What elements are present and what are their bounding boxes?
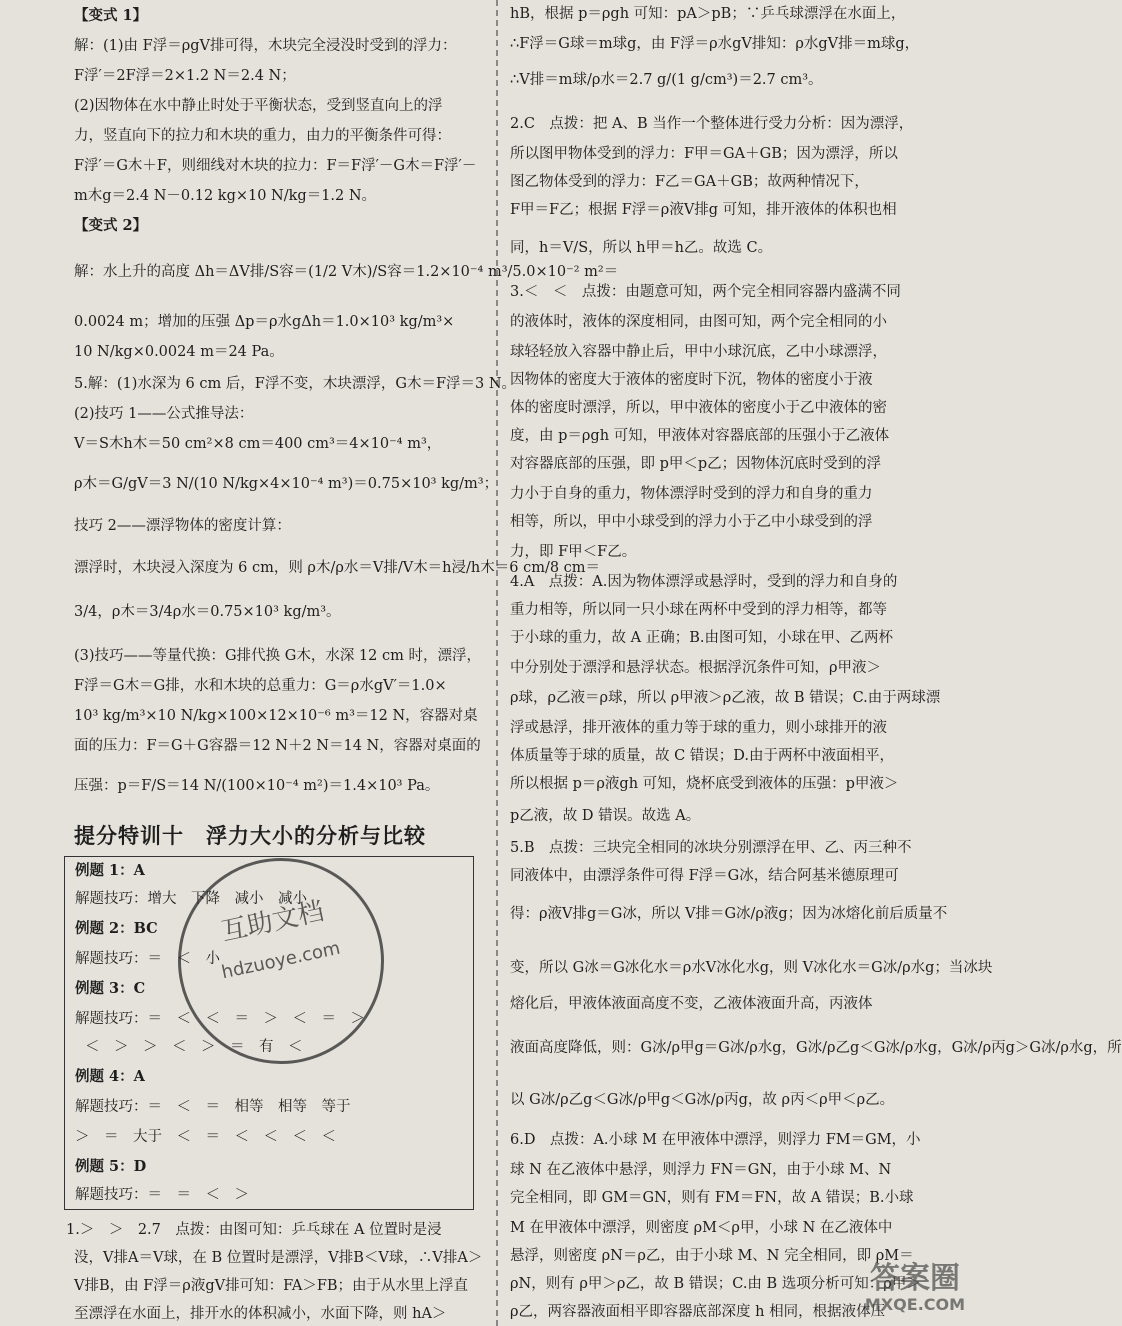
text-line: 所以根据 p＝ρ液gh 可知，烧杯底受到液体的压强：p甲液＞ bbox=[510, 776, 899, 792]
section-heading: 提分特训十 浮力大小的分析与比较 bbox=[74, 824, 426, 848]
text-line: ∴V排＝m球/ρ水＝2.7 g/(1 g/cm³)＝2.7 cm³。 bbox=[510, 72, 823, 88]
box-line: 例题 2：BC bbox=[75, 920, 158, 937]
text-line: 体的密度时漂浮，所以，甲中液体的密度小于乙中液体的密 bbox=[510, 400, 887, 416]
text-line: ρN，则有 ρ甲＞ρ乙，故 B 错误；C.由 B 选项分析可知：ρ甲＞ bbox=[510, 1276, 921, 1292]
text-line: 漂浮时，木块浸入深度为 6 cm，则 ρ木/ρ水＝V排/V木＝h浸/h木＝6 cm/8 cm＝ bbox=[74, 560, 601, 576]
text-line: 力，即 F甲＜F乙。 bbox=[510, 544, 637, 560]
text-line: ρ球，ρ乙液＝ρ球，所以 ρ甲液＞ρ乙液，故 B 错误；C.由于两球漂 bbox=[510, 690, 941, 706]
text-line: ρ乙，两容器液面相平即容器底部深度 h 相同，根据液体压 bbox=[510, 1304, 886, 1320]
text-line: 球 N 在乙液体中悬浮，则浮力 FN＝GN，由于小球 M、N bbox=[510, 1162, 892, 1178]
box-line: 例题 1：A bbox=[75, 862, 145, 879]
text-line: 完全相同，即 GM＝GN，则有 FM＝FN，故 A 错误；B.小球 bbox=[510, 1190, 914, 1206]
box-line: 例题 4：A bbox=[75, 1068, 145, 1085]
text-line: V＝S木h木＝50 cm²×8 cm＝400 cm³＝4×10⁻⁴ m³， bbox=[74, 436, 442, 452]
text-line: V排B，由 F浮＝ρ液gV排可知：FA＞FB；由于从水里上浮直 bbox=[74, 1278, 469, 1294]
text-line: 3.＜ ＜ 点拨：由题意可知，两个完全相同容器内盛满不同 bbox=[510, 284, 901, 300]
text-line: 变，所以 G冰＝G冰化水＝ρ水V冰化水g，则 V冰化水＝G冰/ρ水g；当冰块 bbox=[510, 960, 993, 976]
text-line: 10 N/kg×0.0024 m＝24 Pa。 bbox=[74, 344, 284, 360]
box-line: 解题技巧：＝ ＝ ＜ ＞ bbox=[75, 1187, 249, 1203]
text-line: 对容器底部的压强，即 p甲＜p乙；因物体沉底时受到的浮 bbox=[510, 456, 882, 472]
text-line: hB，根据 p＝ρgh 可知：pA＞pB；∵乒乓球漂浮在水面上， bbox=[510, 6, 906, 22]
text-line: (3)技巧——等量代换：G排代换 G木，水深 12 cm 时，漂浮， bbox=[74, 648, 481, 664]
text-line: 因物体的密度大于液体的密度时下沉，物体的密度小于液 bbox=[510, 372, 873, 388]
box-line: ＜ ＞ ＞ ＜ ＞ ＝ 有 ＜ bbox=[85, 1039, 303, 1055]
text-line: 重力相等，所以同一只小球在两杯中受到的浮力相等，都等 bbox=[510, 602, 887, 618]
text-line: 力，竖直向下的拉力和木块的重力，由力的平衡条件可得： bbox=[74, 128, 451, 144]
text-line: 的液体时，液体的深度相同，由图可知，两个完全相同的小 bbox=[510, 314, 887, 330]
text-line: 熔化后，甲液体液面高度不变，乙液体液面升高，丙液体 bbox=[510, 996, 873, 1012]
text-line: 相等，所以，甲中小球受到的浮力小于乙中小球受到的浮 bbox=[510, 514, 873, 530]
text-line: p乙液，故 D 错误。故选 A。 bbox=[510, 808, 701, 824]
text-line: 压强：p＝F/S＝14 N/(100×10⁻⁴ m²)＝1.4×10³ Pa。 bbox=[74, 778, 440, 794]
text-line: 10³ kg/m³×10 N/kg×100×12×10⁻⁶ m³＝12 N，容器对桌 bbox=[74, 708, 478, 724]
box-line: 解题技巧：增大 下降 减小 减小 bbox=[75, 891, 307, 907]
text-line: 5.B 点拨：三块完全相同的冰块分别漂浮在甲、乙、丙三种不 bbox=[510, 840, 912, 856]
box-line: 解题技巧：＝ ＜ ＝ 相等 相等 等于 bbox=[75, 1099, 351, 1115]
text-line: 所以图甲物体受到的浮力：F甲＝GA＋GB；因为漂浮，所以 bbox=[510, 146, 898, 162]
text-line: 中分别处于漂浮和悬浮状态。根据浮沉条件可知，ρ甲液＞ bbox=[510, 660, 882, 676]
box-line: 例题 3：C bbox=[75, 980, 146, 997]
text-line: 2.C 点拨：把 A、B 当作一个整体进行受力分析：因为漂浮， bbox=[510, 116, 914, 132]
text-line: 解：(1)由 F浮＝ρgV排可得，木块完全浸没时受到的浮力： bbox=[74, 38, 457, 54]
watermark-logo-icon: 答案圈 MXQE.COM bbox=[864, 1261, 966, 1314]
text-line: ∴F浮＝G球＝m球g，由 F浮＝ρ水gV排知：ρ水gV排＝m球g， bbox=[510, 36, 920, 52]
text-line: 体质量等于球的质量，故 C 错误；D.由于两杯中液面相平， bbox=[510, 748, 895, 764]
column-divider bbox=[496, 0, 498, 1326]
text-line: 球轻轻放入容器中静止后，甲中小球沉底，乙中小球漂浮， bbox=[510, 344, 887, 360]
text-line: 同，h＝V/S，所以 h甲＝h乙。故选 C。 bbox=[510, 240, 773, 256]
text-line: F浮′＝2F浮＝2×1.2 N＝2.4 N； bbox=[74, 68, 296, 84]
text-line: 浮或悬浮，排开液体的重力等于球的重力，则小球排开的液 bbox=[510, 720, 887, 736]
watermark-stamp-icon: 互助文档 hdzuoye.com bbox=[159, 839, 403, 1083]
box-line: 例题 5：D bbox=[75, 1158, 147, 1175]
text-line: 4.A 点拨：A.因为物体漂浮或悬浮时，受到的浮力和自身的 bbox=[510, 574, 898, 590]
text-line: 力小于自身的重力，物体漂浮时受到的浮力和自身的重力 bbox=[510, 486, 873, 502]
text-line: F浮′＝G木＋F，则细线对木块的拉力：F＝F浮′－G木＝F浮′－ bbox=[74, 158, 477, 174]
text-line: 解：水上升的高度 Δh＝ΔV排/S容＝(1/2 V木)/S容＝1.2×10⁻⁴ m³/5.0×10⁻² m²＝ bbox=[74, 264, 619, 280]
text-line: 6.D 点拨：A.小球 M 在甲液体中漂浮，则浮力 FM＝GM，小 bbox=[510, 1132, 921, 1148]
text-line: 至漂浮在水面上，排开水的体积减小，水面下降，则 hA＞ bbox=[74, 1306, 447, 1322]
text-line: m木g＝2.4 N－0.12 kg×10 N/kg＝1.2 N。 bbox=[74, 188, 377, 204]
text-line: 面的压力：F＝G＋G容器＝12 N＋2 N＝14 N，容器对桌面的 bbox=[74, 738, 481, 754]
text-line: 图乙物体受到的浮力：F乙＝GA＋GB；故两种情况下， bbox=[510, 174, 869, 190]
text-line: M 在甲液体中漂浮，则密度 ρM＜ρ甲，小球 N 在乙液体中 bbox=[510, 1220, 893, 1236]
text-line: ρ木＝G/gV＝3 N/(10 N/kg×4×10⁻⁴ m³)＝0.75×10³ kg/m³； bbox=[74, 476, 499, 492]
text-line: (2)技巧 1——公式推导法： bbox=[74, 406, 254, 422]
text-line: 得：ρ液V排g＝G冰，所以 V排＝G冰/ρ液g；因为冰熔化前后质量不 bbox=[510, 906, 948, 922]
box-line: 解题技巧：＝ ＜ 小 bbox=[75, 951, 220, 967]
text-line: 度，由 p＝ρgh 可知，甲液体对容器底部的压强小于乙液体 bbox=[510, 428, 890, 444]
text-line: 于小球的重力，故 A 正确；B.由图可知，小球在甲、乙两杯 bbox=[510, 630, 893, 646]
text-line: 5.解：(1)水深为 6 cm 后，F浮不变，木块漂浮，G木＝F浮＝3 N。 bbox=[74, 376, 517, 392]
text-line: 没，V排A＝V球，在 B 位置时是漂浮，V排B＜V球，∴V排A＞ bbox=[74, 1250, 483, 1266]
text-line: 【变式 2】 bbox=[74, 217, 148, 234]
text-line: 0.0024 m；增加的压强 Δp＝ρ水gΔh＝1.0×10³ kg/m³× bbox=[74, 314, 455, 330]
text-line: 以 G冰/ρ乙g＜G冰/ρ甲g＜G冰/ρ丙g，故 ρ丙＜ρ甲＜ρ乙。 bbox=[510, 1092, 895, 1108]
text-line: 技巧 2——漂浮物体的密度计算： bbox=[74, 518, 291, 534]
box-line: 解题技巧：＝ ＜ ＜ ＝ ＞ ＜ ＝ ＞ bbox=[75, 1011, 365, 1027]
text-line: 3/4，ρ木＝3/4ρ水＝0.75×10³ kg/m³。 bbox=[74, 604, 341, 620]
text-line: (2)因物体在水中静止时处于平衡状态，受到竖直向上的浮 bbox=[74, 98, 443, 114]
text-line: 【变式 1】 bbox=[74, 7, 148, 24]
text-line: 同液体中，由漂浮条件可得 F浮＝G冰，结合阿基米德原理可 bbox=[510, 868, 899, 884]
text-line: F甲＝F乙；根据 F浮＝ρ液V排g 可知，排开液体的体积也相 bbox=[510, 202, 897, 218]
text-line: 液面高度降低，则：G冰/ρ甲g＝G冰/ρ水g，G冰/ρ乙g＜G冰/ρ水g，G冰/ρ丙g＞G冰/ρ水g，所 bbox=[510, 1040, 1122, 1056]
box-line: ＞ ＝ 大于 ＜ ＝ ＜ ＜ ＜ ＜ bbox=[75, 1129, 336, 1145]
text-line: 悬浮，则密度 ρN＝ρ乙，由于小球 M、N 完全相同，即 ρM＝ bbox=[510, 1248, 914, 1264]
text-line: 1.＞ ＞ 2.7 点拨：由图可知：乒乓球在 A 位置时是浸 bbox=[66, 1222, 442, 1238]
text-line: F浮＝G木＝G排，水和木块的总重力：G＝ρ水gV′＝1.0× bbox=[74, 678, 447, 694]
